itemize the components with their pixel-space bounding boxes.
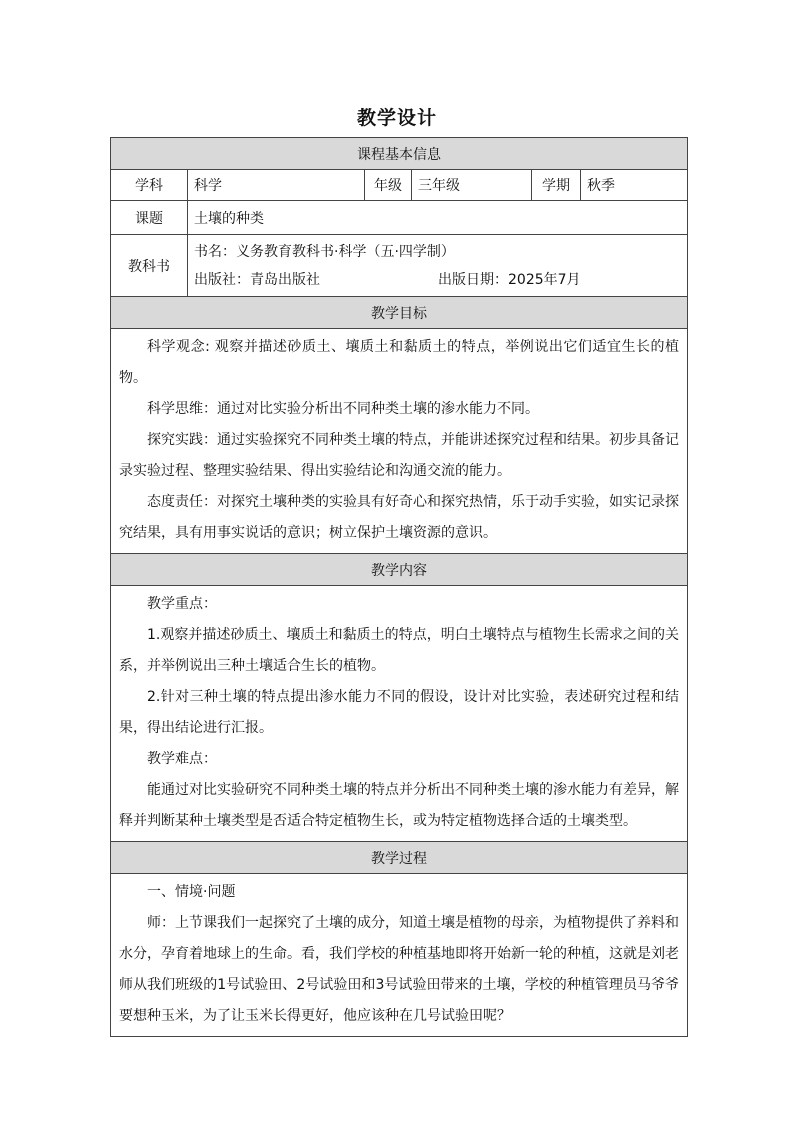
difficulty-label: 教学难点：: [147, 751, 217, 767]
key-point-item: 1.观察并描述砂质土、壤质土和黏质土的特点，明白土壤特点与植物生长需求之间的关系，并举例说出三种土壤适合生长的植物。: [119, 627, 680, 674]
publisher-line: [188, 266, 687, 294]
process-body: [111, 874, 688, 1037]
term-label: 学期: [532, 170, 581, 201]
publisher: 出版社：青岛出版社: [194, 271, 320, 288]
grade-label: 年级: [365, 170, 412, 201]
key-points-label: 教学重点：: [147, 596, 217, 612]
textbook-info: [188, 235, 688, 297]
book-name: 书名：义务教育教科书·科学（五·四学制）: [194, 243, 455, 260]
key-point-item: 2.针对三种土壤的特点提出渗水能力不同的假设，设计对比实验，表述研究过程和结果，得出结论进行汇报。: [119, 689, 680, 736]
basic-info-header: 课程基本信息: [111, 138, 688, 170]
goals-body: [111, 329, 688, 554]
grade-value: 三年级: [412, 170, 532, 201]
term-value: 秋季: [581, 170, 688, 201]
page-title: 教学设计: [356, 107, 437, 129]
content-body: [111, 586, 688, 842]
goal-item: 科学思维：通过对比实验分析出不同种类土壤的渗水能力不同。: [147, 401, 539, 417]
content-header: 教学内容: [111, 554, 688, 586]
goal-item: 科学观念: 观察并描述砂质土、壤质土和黏质土的特点，举例说出它们适宜生长的植物。: [119, 339, 680, 386]
difficulty-text: 能通过对比实验研究不同种类土壤的特点并分析出不同种类土壤的渗水能力有差异，解释并判断某种土壤类型是否适合特定植物生长，或为特定植物选择合适的土壤类型。: [119, 782, 680, 829]
subject-value: 科学: [188, 170, 365, 201]
goal-item: 态度责任：对探究土壤种类的实验具有好奇心和探究热情，乐于动手实验，如实记录探究结果，具有用事实说话的意识；树立保护土壤资源的意识。: [119, 494, 680, 541]
textbook-label: 教科书: [111, 235, 188, 297]
publish-date: 出版日期：2025年7月: [438, 271, 581, 288]
process-section-title: 一、情境·问题: [147, 884, 236, 900]
topic-label: 课题: [111, 201, 188, 235]
process-text: 师：上节课我们一起探究了土壤的成分，知道土壤是植物的母亲，为植物提供了养料和水分，孕育着地球上的生命。看，我们学校的种植基地即将开始新一轮的种植，这就是刘老师从我们班级的1号试验田、2号试验田和3号试验田带来的土壤，学校的种植管理员马爷爷要想种玉米，为了让玉米长得更好，他应该种在几号试验田呢？: [119, 915, 680, 1024]
subject-label: 学科: [111, 170, 188, 201]
goal-item: 探究实践：通过实验探究不同种类土壤的特点，并能讲述探究过程和结果。初步具备记录实验过程、整理实验结果、得出实验结论和沟通交流的能力。: [119, 432, 680, 479]
goals-header: 教学目标: [111, 297, 688, 329]
topic-value: 土壤的种类: [188, 201, 688, 235]
lesson-plan-table: [110, 137, 688, 1037]
process-header: 教学过程: [111, 842, 688, 874]
